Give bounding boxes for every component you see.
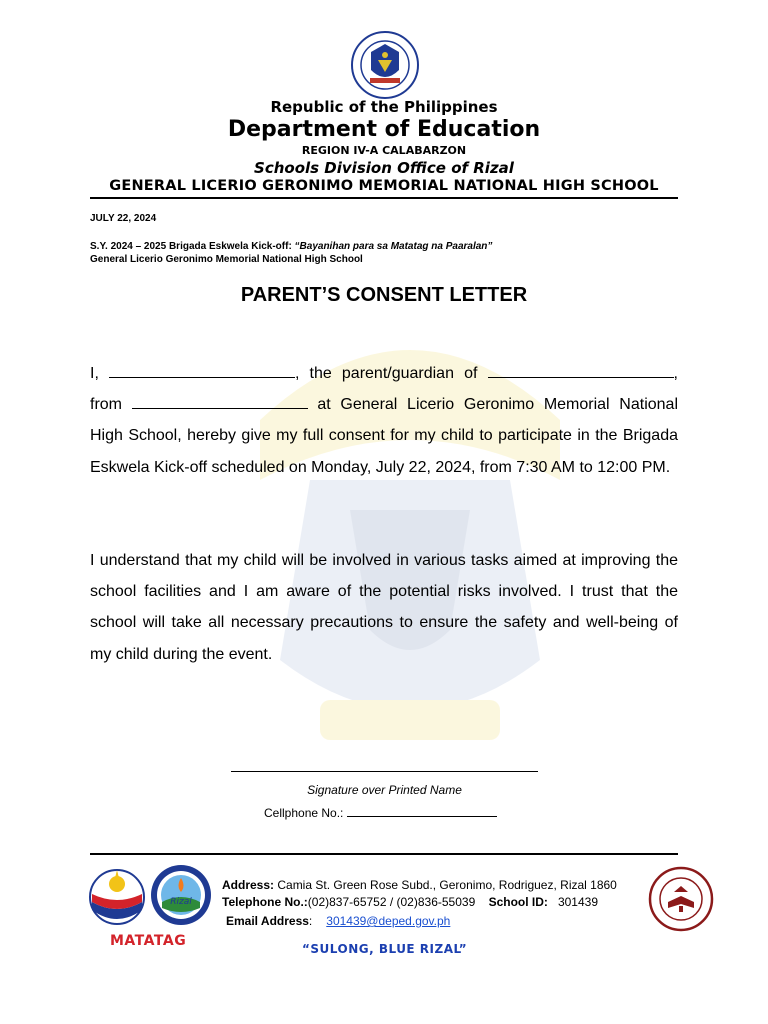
- email-label: Email Address: [226, 914, 309, 928]
- region-heading: REGION IV-A CALABARZON: [301, 144, 467, 157]
- email-colon: :: [308, 914, 313, 928]
- email-line: [226, 914, 450, 928]
- event-theme: “Bayanihan para sa Matatag na Paaralan”: [294, 241, 493, 252]
- cellphone-label: Cellphone No.:: [264, 806, 344, 820]
- school-seal-icon: [648, 866, 714, 932]
- department-heading: Department of Education: [227, 117, 541, 142]
- signature-label: Signature over Printed Name: [307, 783, 462, 797]
- sdo-rizal-logo-icon: [150, 864, 212, 926]
- address-value: Camia St. Green Rose Subd., Geronimo, Rodriguez, Rizal 1860: [274, 878, 617, 892]
- telephone-line: [222, 895, 598, 909]
- svg-text:Rizal: Rizal: [170, 897, 192, 907]
- cellphone-blank[interactable]: [347, 806, 497, 817]
- consent-paragraph: [90, 358, 678, 483]
- letter-date: JULY 22, 2024: [90, 213, 157, 224]
- event-prefix: S.Y. 2024 – 2025 Brigada Eskwela Kick-off:: [90, 241, 295, 252]
- republic-heading: Republic of the Philippines: [270, 98, 498, 116]
- slogan-text: “SULONG, BLUE RIZAL”: [302, 942, 468, 956]
- school-line: General Licerio Geronimo Memorial National High School: [90, 254, 363, 265]
- letter-title: PARENT’S CONSENT LETTER: [240, 284, 528, 306]
- p1-segment-b: , the parent/guardian of: [295, 365, 488, 382]
- p1-segment-a: I,: [90, 365, 109, 382]
- address-label: Address:: [222, 878, 275, 892]
- p1-segment-d: from: [90, 396, 132, 414]
- understanding-paragraph: I understand that my child will be involved in various tasks aimed at improving the school facilities and I am aware of the potential risks involved. I trust that the school will take all necessary precautions to ensure the safety and well-being of my child during the event.: [90, 552, 678, 663]
- school-heading: GENERAL LICERIO GERONIMO MEMORIAL NATIONAL HIGH SCHOOL: [109, 178, 659, 194]
- grade-section-blank[interactable]: [132, 394, 308, 409]
- header-divider: [90, 197, 678, 199]
- footer-divider: [90, 853, 678, 855]
- event-line: [90, 241, 492, 252]
- telephone-label: Telephone No.:: [222, 895, 308, 909]
- p1-segment-e: at General Licerio Geronimo Memorial National High School, hereby give my full consent for my child to participate in the Brigada Eskwela Kick-off scheduled on Monday, July 22, 2024, from 7:30 AM to 12:00 PM.: [90, 396, 679, 476]
- email-link[interactable]: 301439@deped.gov.ph: [326, 914, 451, 928]
- deped-seal-icon: [350, 30, 420, 100]
- telephone-value: (02)837-65752 / (02)836-55039: [307, 895, 476, 909]
- division-heading: Schools Division Office of Rizal: [254, 159, 514, 177]
- school-id-label: School ID:: [488, 895, 548, 909]
- address-line: [222, 878, 617, 892]
- p1-segment-c: ,: [673, 365, 678, 382]
- parent-name-blank[interactable]: [109, 363, 295, 378]
- bagong-pilipinas-logo-icon: [88, 866, 146, 928]
- matatag-logo-text: MATATAG: [110, 933, 187, 949]
- child-name-blank[interactable]: [488, 363, 674, 378]
- signature-line[interactable]: [231, 771, 538, 772]
- school-id-value: 301439: [557, 895, 598, 909]
- cellphone-row: [264, 806, 497, 820]
